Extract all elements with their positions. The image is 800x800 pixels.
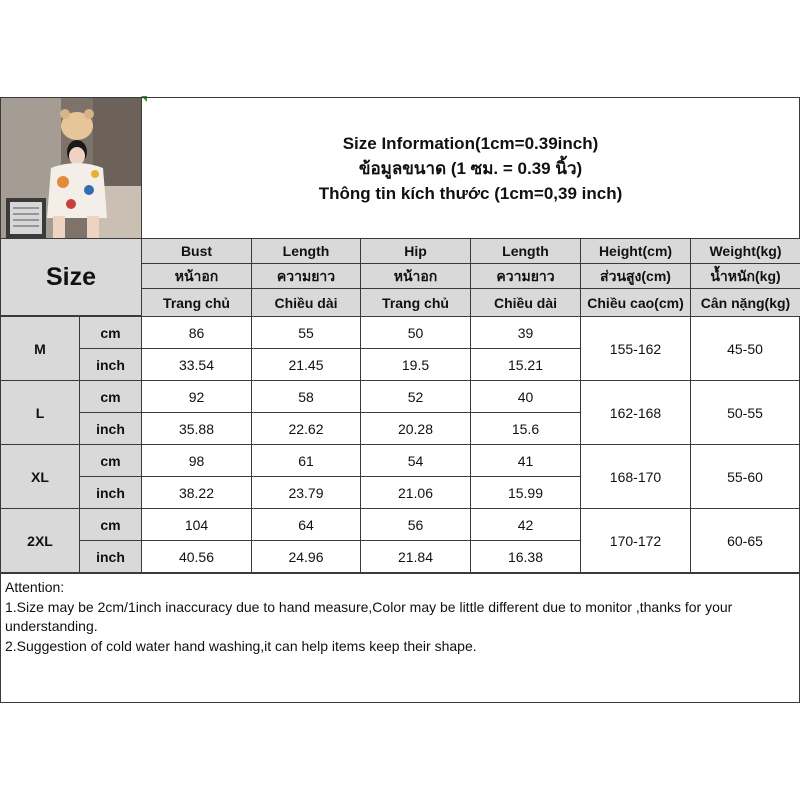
measure-cell: 104 [141, 508, 252, 541]
size-cell: XL [0, 444, 80, 509]
size-cell: L [0, 380, 80, 445]
attention-notes [0, 573, 800, 703]
measure-cell: 19.5 [360, 348, 471, 381]
column-header-en: Length [251, 238, 361, 264]
column-header-vi: Chiều cao(cm) [580, 288, 691, 317]
unit-cell-inch: inch [79, 476, 142, 509]
unit-cell-inch: inch [79, 348, 142, 381]
unit-cell-cm: cm [79, 444, 142, 477]
measure-cell: 40.56 [141, 540, 252, 573]
unit-cell-inch: inch [79, 540, 142, 573]
measure-cell: 92 [141, 380, 252, 413]
measure-cell: 61 [251, 444, 361, 477]
height-cell: 155-162 [580, 316, 691, 381]
column-header-th: หน้าอก [141, 263, 252, 289]
column-header-vi: Chiều dài [251, 288, 361, 317]
column-header-th: ความยาว [470, 263, 581, 289]
measure-cell: 86 [141, 316, 252, 349]
column-header-vi: Cân nặng(kg) [690, 288, 800, 317]
measure-cell: 41 [470, 444, 581, 477]
column-header-th: หน้าอก [360, 263, 471, 289]
title-block [141, 97, 800, 239]
measure-cell: 39 [470, 316, 581, 349]
column-header-vi: Chiều dài [470, 288, 581, 317]
unit-cell-cm: cm [79, 316, 142, 349]
column-header-en: Hip [360, 238, 471, 264]
measure-cell: 52 [360, 380, 471, 413]
weight-cell: 50-55 [690, 380, 800, 445]
measure-cell: 56 [360, 508, 471, 541]
measure-cell: 21.06 [360, 476, 471, 509]
size-cell: 2XL [0, 508, 80, 573]
notes-line-1: 1.Size may be 2cm/1inch inaccuracy due to hand measure,Color may be little different due to monitor ,thanks for your understanding. [5, 598, 733, 634]
column-header-th: ส่วนสูง(cm) [580, 263, 691, 289]
height-cell: 170-172 [580, 508, 691, 573]
unit-cell-inch: inch [79, 412, 142, 445]
size-cell: M [0, 316, 80, 381]
product-photo [0, 97, 142, 239]
column-header-en: Bust [141, 238, 252, 264]
measure-cell: 21.84 [360, 540, 471, 573]
column-header-th: ความยาว [251, 263, 361, 289]
measure-cell: 16.38 [470, 540, 581, 573]
measure-cell: 50 [360, 316, 471, 349]
measure-cell: 15.99 [470, 476, 581, 509]
unit-cell-cm: cm [79, 380, 142, 413]
measure-cell: 33.54 [141, 348, 252, 381]
size-chart [0, 97, 800, 703]
weight-cell: 55-60 [690, 444, 800, 509]
measure-cell: 38.22 [141, 476, 252, 509]
measure-cell: 58 [251, 380, 361, 413]
measure-cell: 22.62 [251, 412, 361, 445]
notes-line-2: 2.Suggestion of cold water hand washing,it can help items keep their shape. [5, 637, 477, 654]
measure-cell: 40 [470, 380, 581, 413]
height-cell: 168-170 [580, 444, 691, 509]
column-header-en: Weight(kg) [690, 238, 800, 264]
column-header-en: Height(cm) [580, 238, 691, 264]
height-cell: 162-168 [580, 380, 691, 445]
notes-heading: Attention: [5, 579, 65, 595]
column-header-vi: Trang chủ [360, 288, 471, 317]
measure-cell: 35.88 [141, 412, 252, 445]
measure-cell: 64 [251, 508, 361, 541]
weight-cell: 45-50 [690, 316, 800, 381]
measure-cell: 24.96 [251, 540, 361, 573]
measure-cell: 15.6 [470, 412, 581, 445]
measure-cell: 98 [141, 444, 252, 477]
size-header: Size [0, 238, 142, 316]
product-photo-illustration [1, 98, 142, 239]
weight-cell: 60-65 [690, 508, 800, 573]
measure-cell: 54 [360, 444, 471, 477]
measure-cell: 55 [251, 316, 361, 349]
measure-cell: 21.45 [251, 348, 361, 381]
unit-cell-cm: cm [79, 508, 142, 541]
title-vietnamese: Thông tin kích thước (1cm=0,39 inch) [318, 183, 623, 203]
measure-cell: 42 [470, 508, 581, 541]
column-header-en: Length [470, 238, 581, 264]
measure-cell: 23.79 [251, 476, 361, 509]
column-header-th: น้ำหนัก(kg) [690, 263, 800, 289]
measure-cell: 15.21 [470, 348, 581, 381]
title-thai: ข้อมูลขนาด (1 ซม. = 0.39 นิ้ว) [358, 158, 583, 178]
column-header-vi: Trang chủ [141, 288, 252, 317]
title-english: Size Information(1cm=0.39inch) [342, 133, 599, 153]
measure-cell: 20.28 [360, 412, 471, 445]
